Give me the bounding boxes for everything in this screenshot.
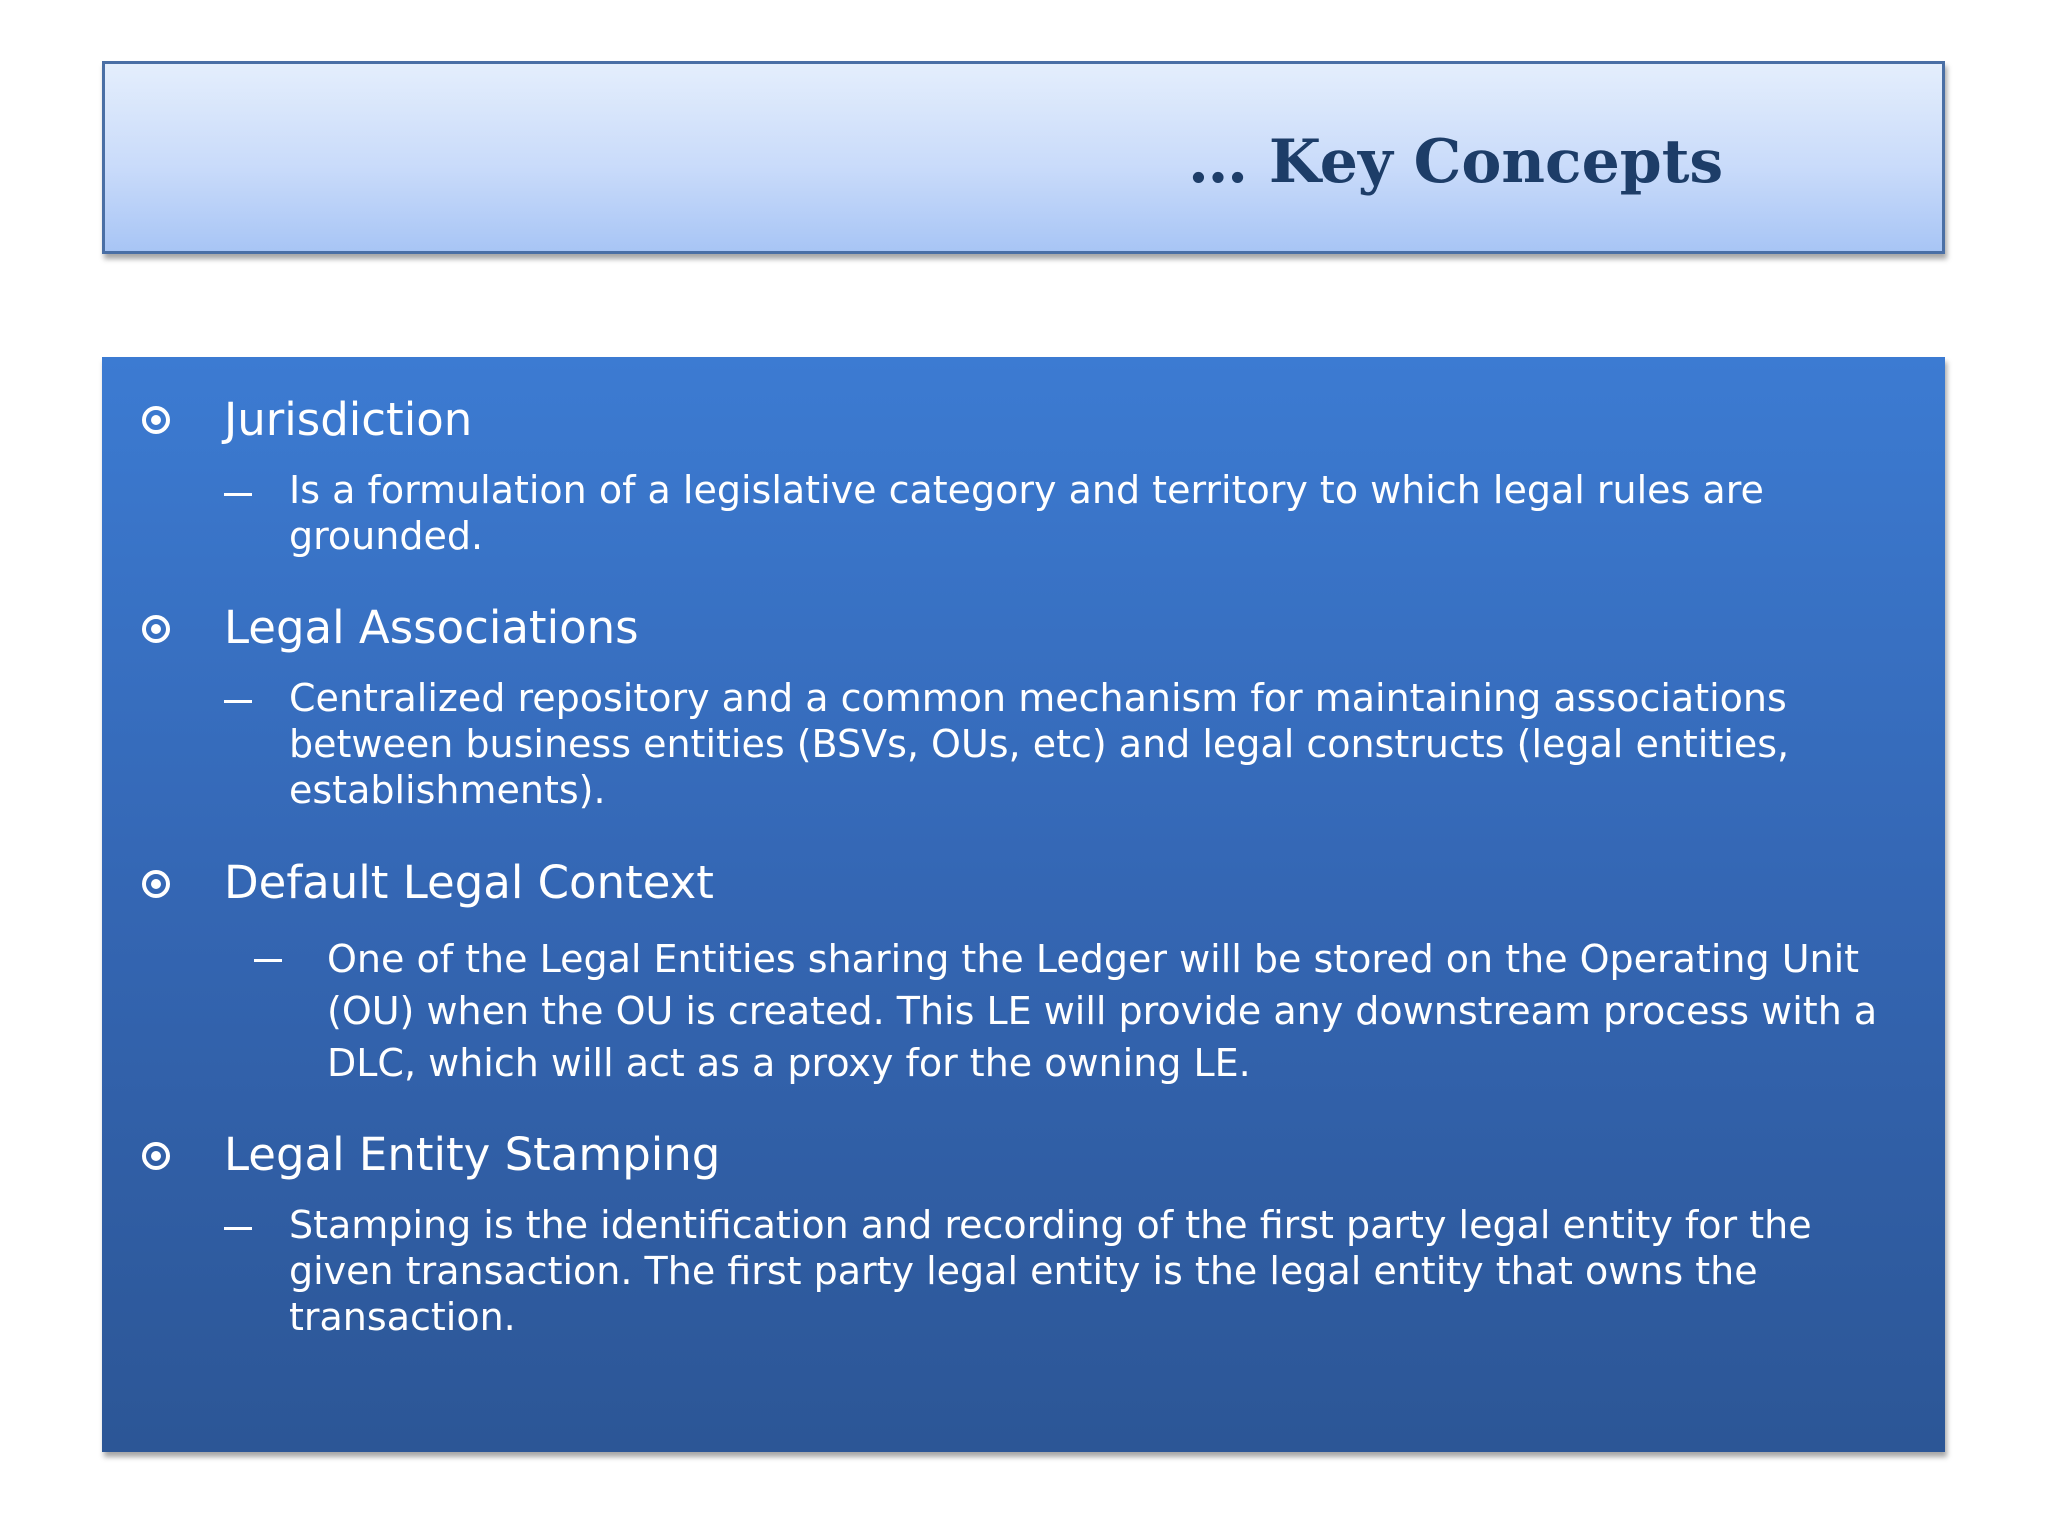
concept-detail-default-legal-context: One of the Legal Entities sharing the Ledger will be stored on the Operating Unit (OU) when the OU is created. This LE will provide any downstream process with a DLC, which will act as a proxy for the owning LE.	[327, 937, 1878, 1085]
concept-heading-legal-associations: Legal Associations	[224, 601, 639, 654]
dash-icon	[224, 700, 252, 703]
circle-bullet-icon	[142, 1142, 170, 1170]
concept-detail-jurisdiction: Is a formulation of a legislative category and territory to which legal rules are grounded.	[289, 468, 1764, 558]
circle-bullet-icon	[142, 406, 170, 434]
concept-detail-legal-associations: Centralized repository and a common mechanism for maintaining associations between business entities (BSVs, OUs, etc) and legal constructs (legal entities, establishments).	[289, 676, 1790, 812]
dash-icon	[224, 493, 252, 496]
concept-heading-legal-entity-stamping: Legal Entity Stamping	[224, 1128, 721, 1181]
dash-icon	[224, 1227, 252, 1230]
slide-title: … Key Concepts	[1188, 127, 1724, 197]
circle-bullet-icon	[142, 870, 170, 898]
circle-bullet-icon	[142, 615, 170, 643]
concept-heading-jurisdiction: Jurisdiction	[224, 393, 473, 446]
dash-icon	[254, 959, 282, 962]
concept-detail-legal-entity-stamping: Stamping is the identification and recording of the first party legal entity for the given transaction. The first party legal entity is the legal entity that owns the transaction.	[289, 1203, 1812, 1339]
concept-heading-default-legal-context: Default Legal Context	[224, 856, 714, 909]
